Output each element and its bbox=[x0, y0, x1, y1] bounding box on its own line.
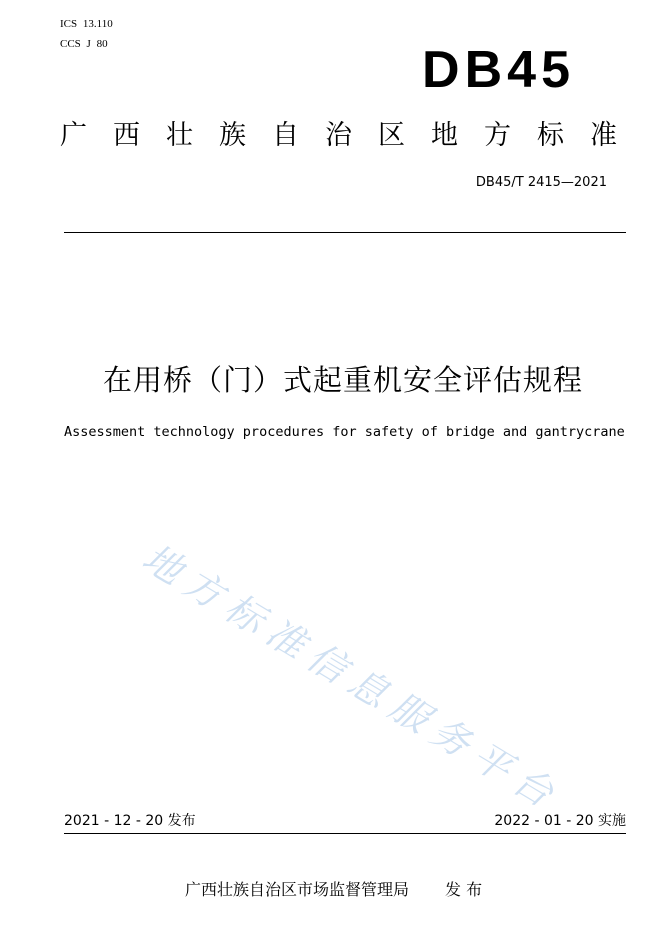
top-divider bbox=[64, 232, 626, 233]
ccs-code: CCS J 80 bbox=[60, 38, 108, 50]
implement-date: 2022 - 01 - 20 实施 bbox=[494, 813, 626, 829]
db45-logo: DB45 bbox=[422, 41, 575, 99]
issuer-name: 广西壮族自治区市场监督管理局 bbox=[185, 880, 410, 899]
ics-code: ICS 13.110 bbox=[60, 18, 113, 30]
standard-type-heading: 广西壮族自治区地方标准 bbox=[60, 120, 643, 151]
publish-date: 2021 - 12 - 20 发布 bbox=[64, 813, 196, 829]
watermark: 地方标准信息服务平台 bbox=[134, 535, 570, 821]
bottom-divider bbox=[64, 833, 626, 834]
document-title-en: Assessment technology procedures for safety of bridge and gantrycrane bbox=[64, 424, 625, 440]
document-title-zh: 在用桥（门）式起重机安全评估规程 bbox=[103, 363, 584, 397]
issuer-action: 发 布 bbox=[445, 880, 483, 899]
standard-number: DB45/T 2415—2021 bbox=[475, 175, 607, 190]
